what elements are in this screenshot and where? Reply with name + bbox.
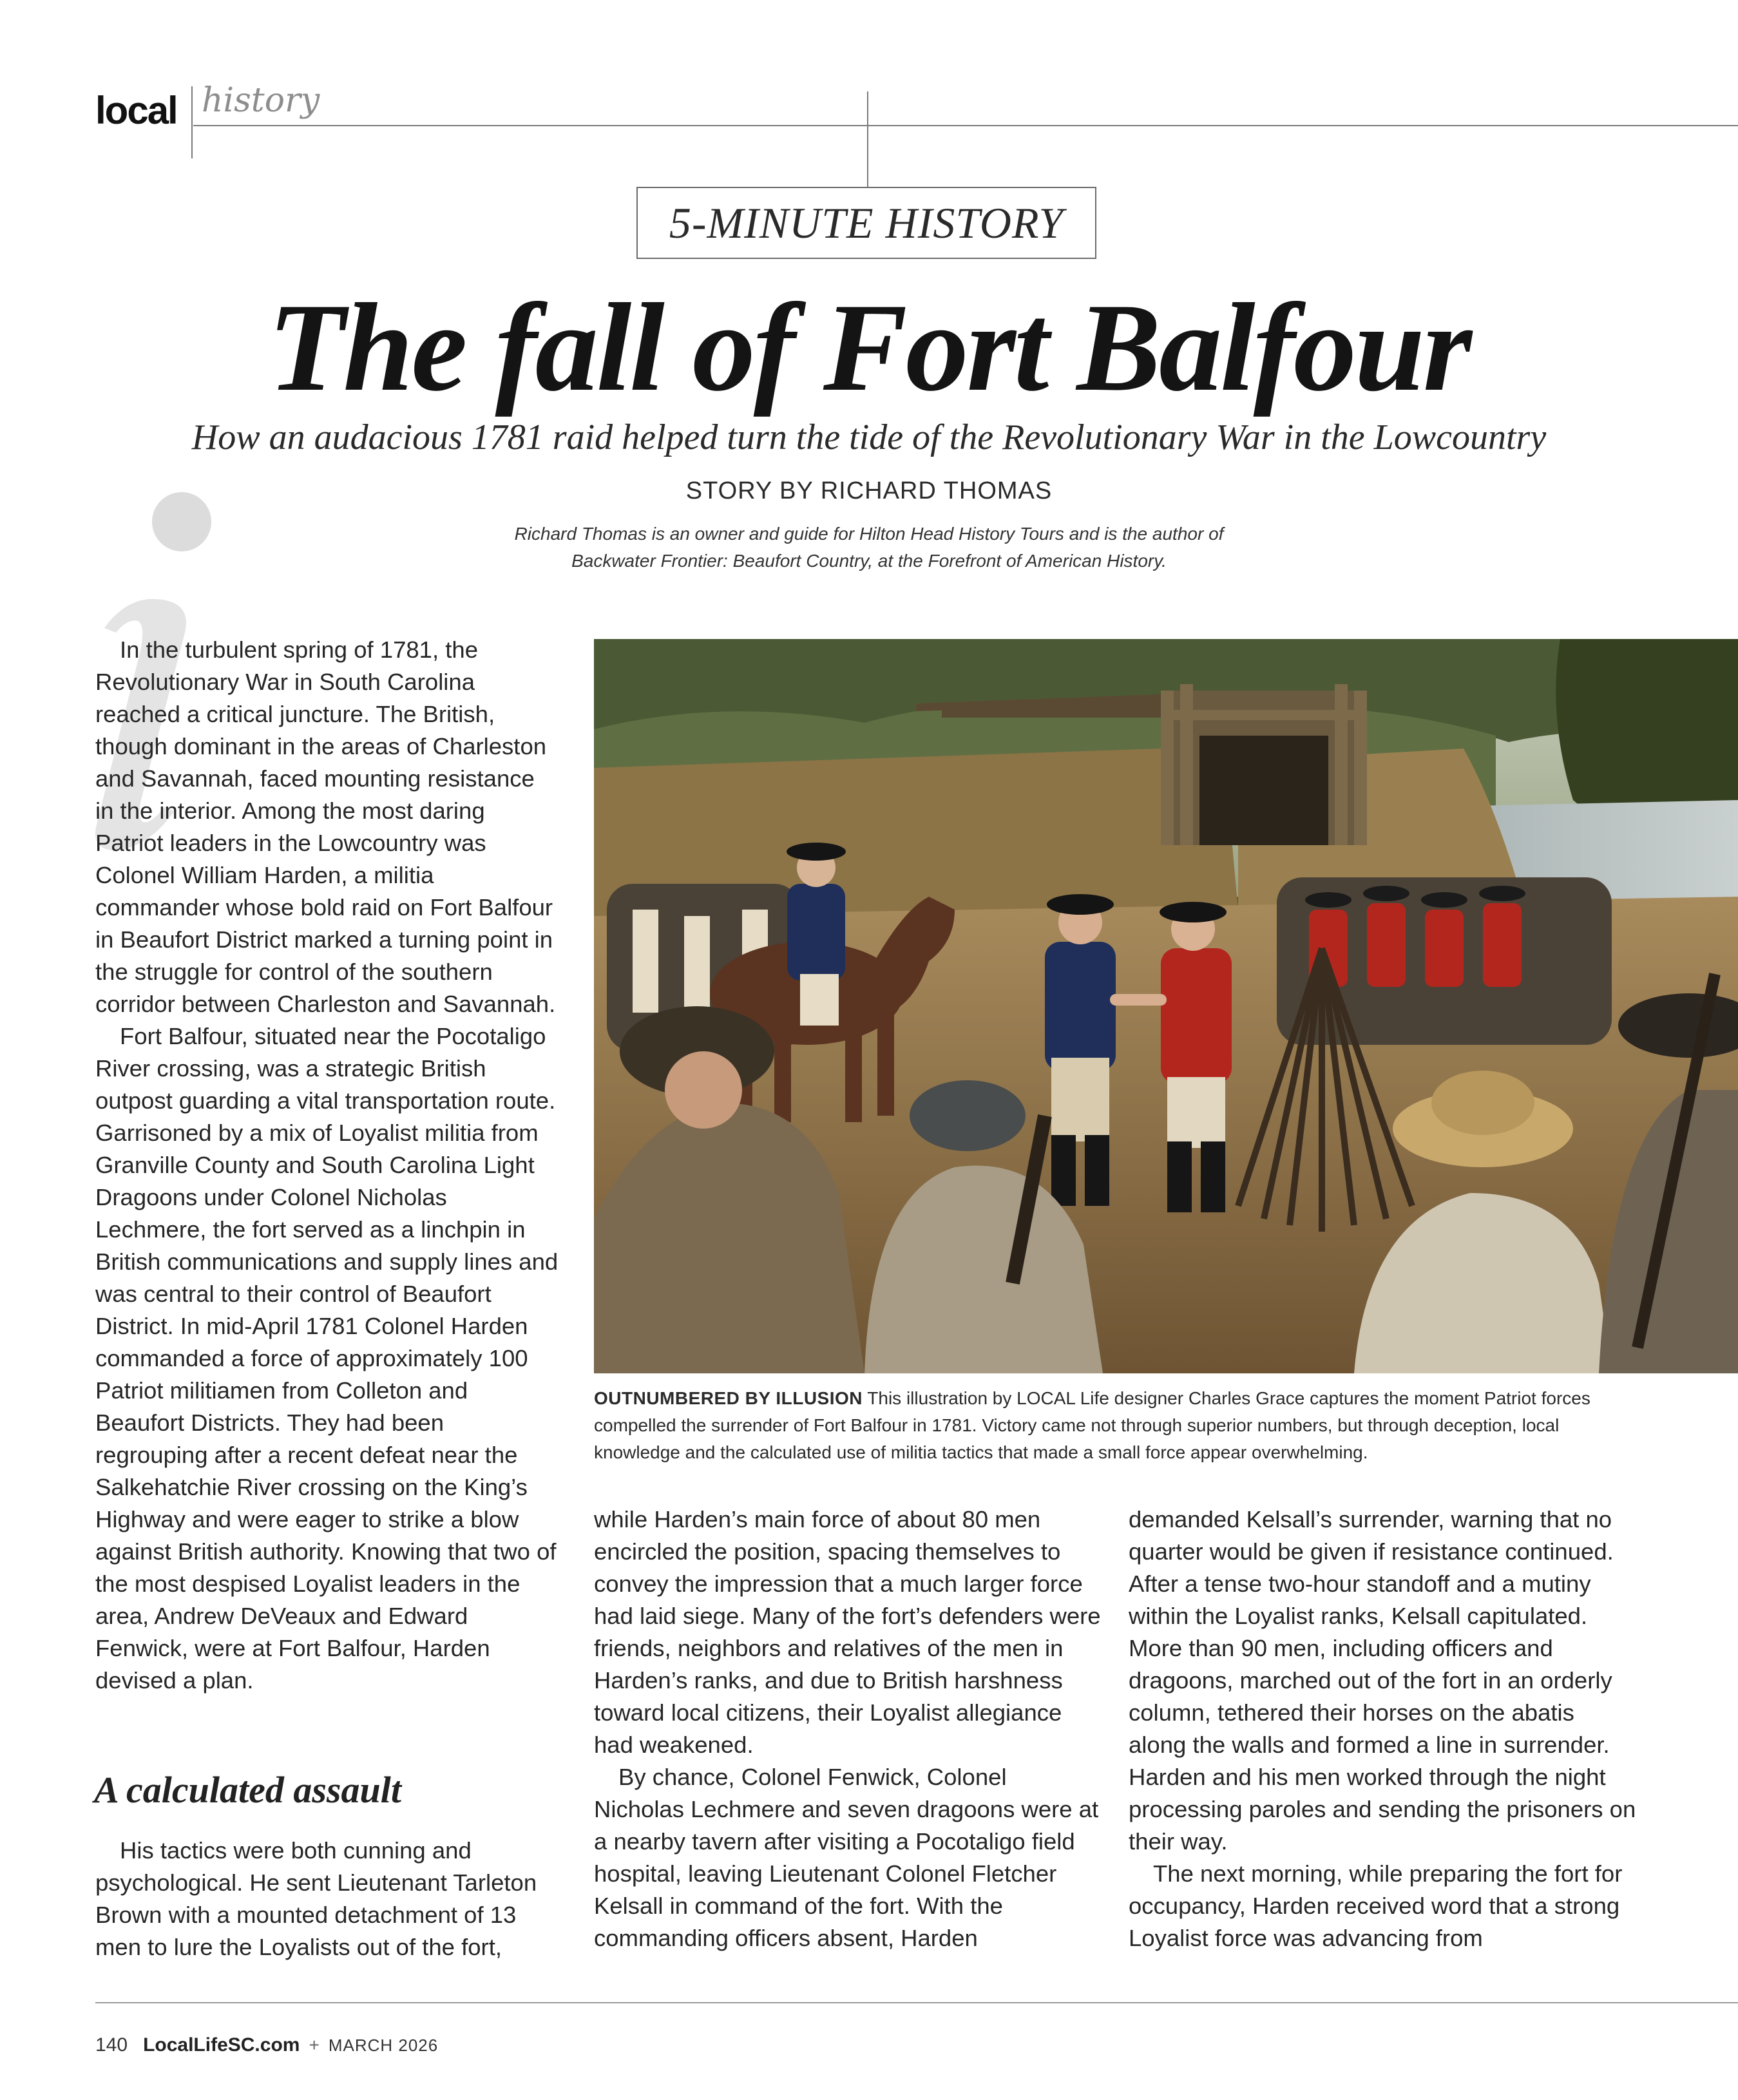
paragraph: His tactics were both cunning and psychological. He sent Lieutenant Tarleton Brown with a mounted detachment of 13 men to lure the Loyalists out of the fort, — [95, 1837, 537, 1960]
fort-gate — [1161, 684, 1367, 845]
headline: The fall of Fort Balfour — [267, 278, 1471, 417]
header-divider-center — [867, 91, 868, 188]
section-label: history — [202, 81, 320, 120]
article-column-2 — [594, 1503, 1103, 1954]
kicker-box — [636, 187, 1096, 259]
header-rule — [193, 125, 1738, 126]
article-column-1-continued — [95, 1835, 559, 1963]
page-number: 140 — [95, 2034, 128, 2056]
article-column-1 — [95, 634, 559, 1697]
byline: STORY BY RICHARD THOMAS — [685, 477, 1053, 504]
page-footer — [95, 2034, 438, 2056]
paragraph: demanded Kelsall’s surrender, warning that no quarter would be given if resistance continued. After a tense two-hour standoff and a mutiny within the Loyalist ranks, Kelsall capitulated. More than 90 men, including officers and dragoons, marched out of the fort in an orderly column, tethered their horses on the abatis along the walls and formed a line in surrender. Harden and his men worked through the night processing paroles and sending the prisoners on their way. — [1129, 1506, 1636, 1855]
paragraph: In the turbulent spring of 1781, the Revolutionary War in South Carolina reached a critical juncture. The British, though dominant in the areas of Charleston and Savannah, faced mounting resistance in the interior. Among the most daring Patriot leaders in the Lowcountry was Colonel William Harden, a militia commander whose bold raid on Fort Balfour in Beaufort District marked a turning point in the struggle for control of the southern corridor between Charleston and Savannah. — [95, 636, 556, 1017]
illustration-graphic — [594, 639, 1738, 1373]
article-column-3 — [1129, 1503, 1638, 1954]
illustration-surrender-scene — [594, 639, 1738, 1373]
paragraph: while Harden’s main force of about 80 men encircled the position, spacing themselves to convey the impression that a much larger force had laid siege. Many of the fort’s defenders were friends, neighbors and relatives of the men in Harden’s ranks, and due to British harshness toward local citizens, their Loyalist allegiance had weakened. — [594, 1506, 1101, 1758]
header-divider-left — [191, 86, 193, 158]
paragraph: Fort Balfour, situated near the Pocotaligo River crossing, was a strategic British outpost guarding a vital transportation route. Garrisoned by a mix of Loyalist militia from Granville County and South Carolina Light Dragoons under Colonel Nicholas Lechmere, the fort served as a linchpin in British communications and supply lines and was central to their control of Beaufort District. In mid-April 1781 Colonel Harden commanded a force of approximately 100 Patriot militiamen from Colleton and Beaufort Districts. They had been regrouping after a recent defeat near the Salkehatchie River crossing on the King’s Highway and were eager to strike a blow against British authority. Knowing that two of the most despised Loyalist leaders in the area, Andrew DeVeaux and Edward Fenwick, were at Fort Balfour, Harden devised a plan. — [95, 1023, 559, 1694]
footer-rule — [95, 2002, 1738, 2003]
paragraph: The next morning, while preparing the fort for occupancy, Harden received word that a strong Loyalist force was advancing from — [1129, 1860, 1623, 1951]
dek: How an audacious 1781 raid helped turn the tide of the Revolutionary War in the Lowcountry — [191, 417, 1547, 457]
kicker: 5-MINUTE HISTORY — [669, 198, 1064, 247]
author-bio-line: Backwater Frontier: Beaufort Country, at the Forefront of American History. — [571, 551, 1167, 571]
subhead: A calculated assault — [94, 1769, 401, 1811]
issue-date: MARCH 2026 — [328, 2036, 439, 2055]
brand-logo: local — [95, 89, 177, 132]
author-bio — [451, 520, 1287, 575]
caption-lead: OUTNUMBERED BY ILLUSION — [594, 1388, 863, 1408]
website-link[interactable]: LocalLifeSC.com — [143, 2034, 300, 2056]
paragraph: By chance, Colonel Fenwick, Colonel Nicholas Lechmere and seven dragoons were at a nearby tavern after visiting a Pocotaligo field hospital, leaving Lieutenant Colonel Fletcher Kelsall in command of the fort. With the commanding officers absent, Harden — [594, 1764, 1099, 1951]
section-brand — [95, 79, 320, 132]
photo-caption — [594, 1385, 1599, 1466]
caption-text: This illustration by LOCAL Life designer Charles Grace captures the moment Patriot forces compelled the surrender of Fort Balfour in 1781. Victory came not through superior numbers, but through deception, local knowledge and the calculated use of militia tactics that made a small force appear overwhelming. — [594, 1388, 1590, 1462]
author-bio-line: Richard Thomas is an owner and guide for Hilton Head History Tours and is the author of — [514, 524, 1224, 544]
footer-separator: + — [309, 2035, 320, 2055]
